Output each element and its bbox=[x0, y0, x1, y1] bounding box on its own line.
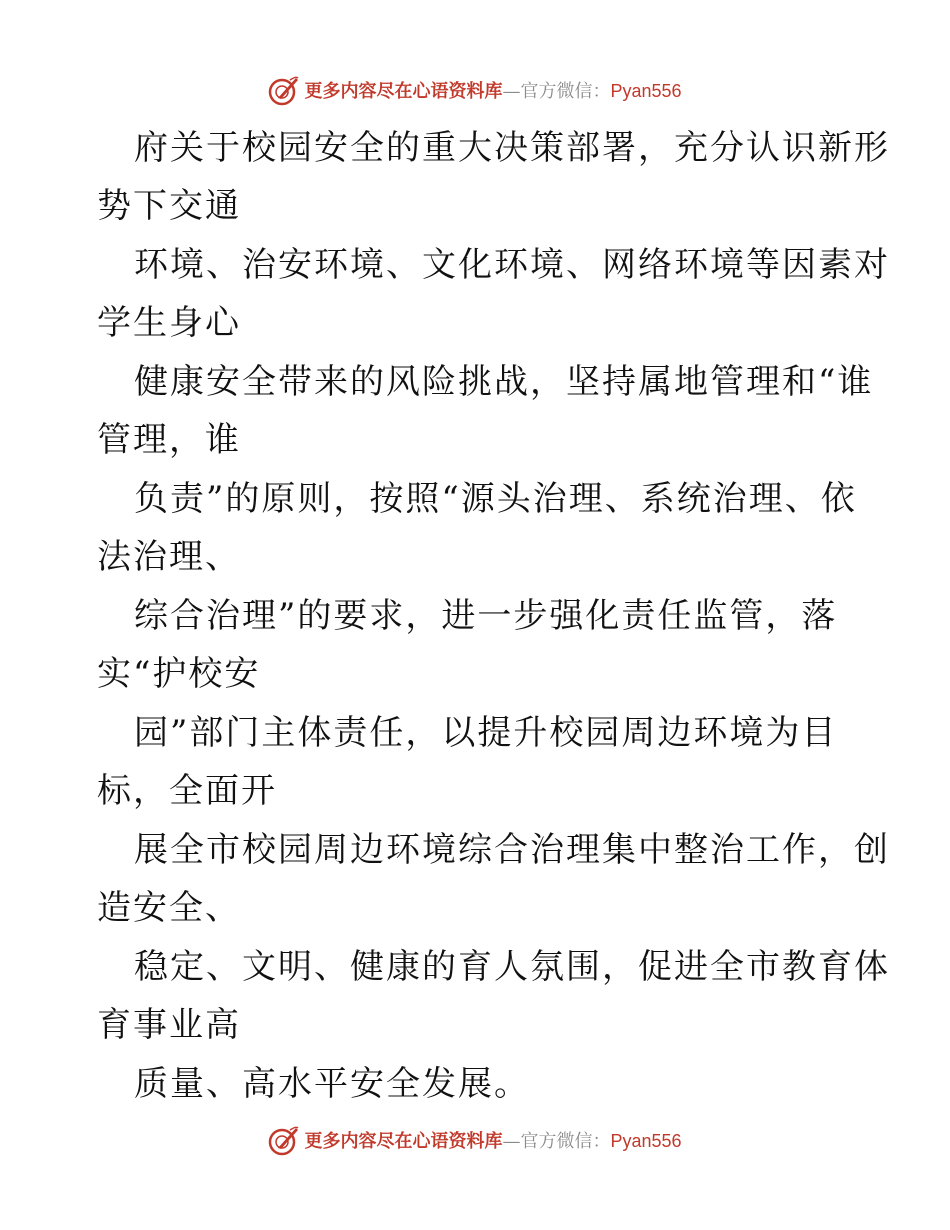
paragraph-line: 园”部门主体责任，以提升校园周边环境为目 bbox=[134, 713, 838, 753]
banner-wechat-id: Pyan556 bbox=[610, 81, 682, 101]
paragraph-line: 府关于校园安全的重大决策部署，充分认识新形 bbox=[134, 128, 890, 168]
paragraph-line: 稳定、文明、健康的育人氛围，促进全市教育体 bbox=[134, 947, 890, 987]
banner-text bbox=[304, 77, 681, 103]
paragraph-line: 环境、治安环境、文化环境、网络环境等因素对 bbox=[134, 245, 890, 285]
paragraph-line: 综合治理”的要求，进一步强化责任监管，落 bbox=[134, 596, 838, 636]
paragraph-line: 管理，谁 bbox=[97, 420, 241, 460]
paragraph-line: 势下交通 bbox=[97, 186, 241, 226]
paragraph-line: 健康安全带来的风险挑战，坚持属地管理和“谁 bbox=[134, 362, 874, 402]
banner-text bbox=[304, 1127, 681, 1153]
quill-logo-icon bbox=[268, 74, 300, 106]
banner-wechat-id: Pyan556 bbox=[610, 1131, 682, 1151]
paragraph-line: 实“护校安 bbox=[97, 654, 261, 694]
paragraph-line: 造安全、 bbox=[97, 888, 241, 928]
paragraph-line: 育事业高 bbox=[97, 1005, 241, 1045]
banner-wechat-prefix: —官方微信： bbox=[502, 81, 611, 102]
paragraph-line: 学生身心 bbox=[97, 303, 241, 343]
footer-watermark-banner bbox=[0, 1120, 950, 1160]
quill-logo-icon bbox=[268, 1124, 300, 1156]
banner-slogan: 更多内容尽在心语资料库 bbox=[304, 1131, 503, 1152]
paragraph-line: 负责”的原则，按照“源头治理、系统治理、依 bbox=[134, 479, 857, 519]
banner-wechat-prefix: —官方微信： bbox=[502, 1131, 611, 1152]
paragraph-line: 标，全面开 bbox=[97, 771, 277, 811]
paragraph-line: 质量、高水平安全发展。 bbox=[134, 1064, 530, 1104]
banner-slogan: 更多内容尽在心语资料库 bbox=[304, 81, 503, 102]
paragraph-line: 展全市校园周边环境综合治理集中整治工作，创 bbox=[134, 830, 890, 870]
header-watermark-banner bbox=[0, 70, 950, 110]
paragraph-line: 法治理、 bbox=[97, 537, 241, 577]
